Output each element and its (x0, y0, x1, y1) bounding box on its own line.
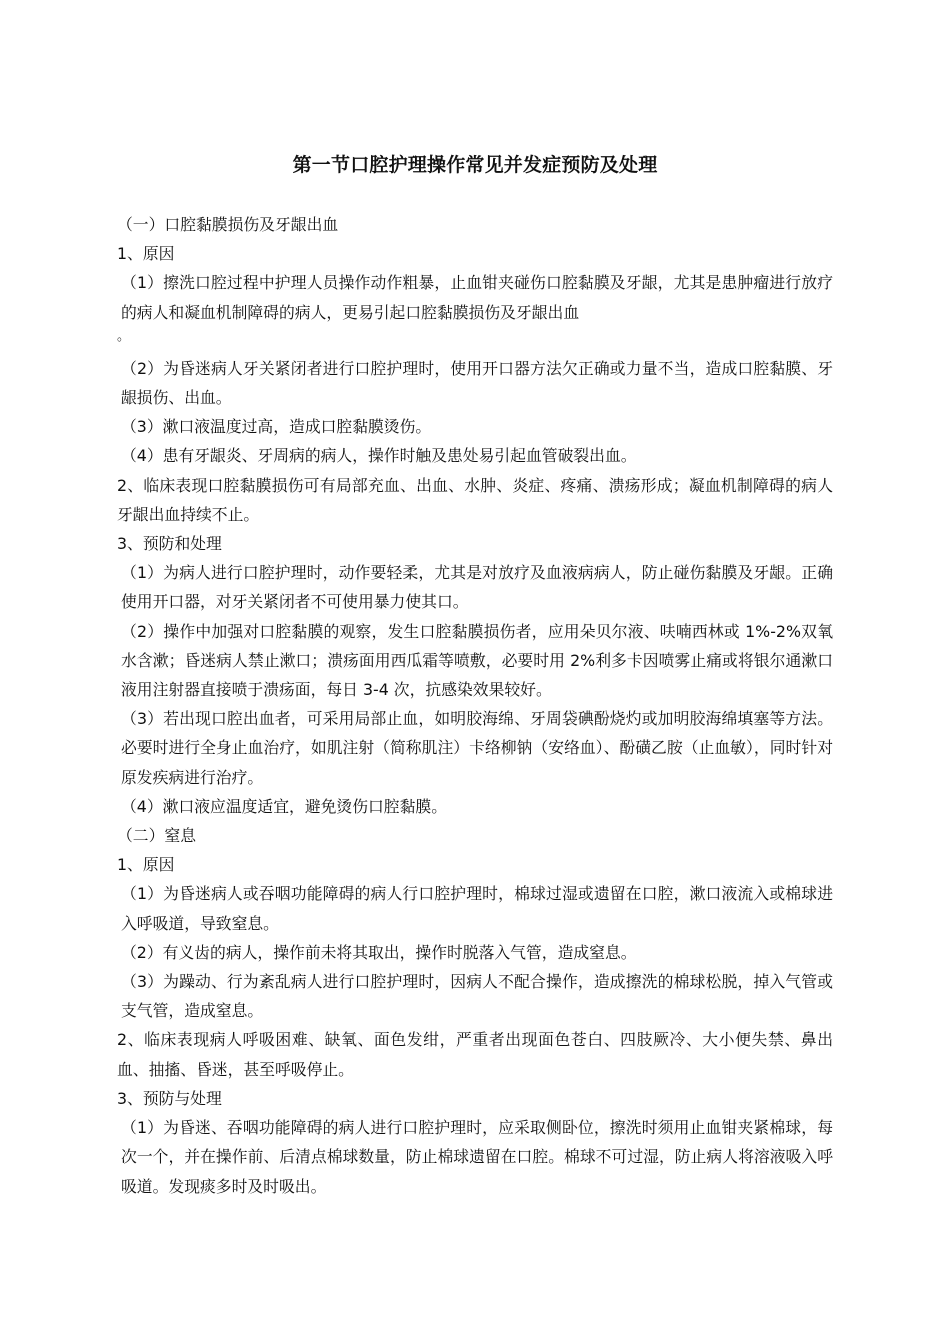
paragraph: （4）漱口液应温度适宜，避免烫伤口腔黏膜。 (121, 796, 447, 816)
paragraph: （1）为病人进行口腔护理时，动作要轻柔，尤其是对放疗及血液病病人，防止碰伤黏膜及牙龈。正确使用开口器，对牙关紧闭者不可使用暴力使其口。 (121, 563, 833, 612)
section-heading-1: （一）口腔黏膜损伤及牙龈出血 (117, 215, 339, 234)
paragraph: 2、临床表现病人呼吸困难、缺氧、面色发绀，严重者出现面色苍白、四肢厥冷、大小便失禁、鼻出血、抽搐、昏迷，甚至呼吸停止。 (117, 1030, 833, 1079)
subheading-prevention: 3、预防和处理 (117, 534, 222, 554)
paragraph: （1）为昏迷病人或吞咽功能障碍的病人行口腔护理时，棉球过湿或遗留在口腔，漱口液流入或棉球进入呼吸道，导致窒息。 (121, 884, 833, 933)
paragraph: （1）擦洗口腔过程中护理人员操作动作粗暴，止血钳夹碰伤口腔黏膜及牙龈，尤其是患肿瘤进行放疗的病人和凝血机制障碍的病人，更易引起口腔黏膜损伤及牙龈出血 (121, 273, 833, 322)
paragraph: （3）漱口液温度过高，造成口腔黏膜烫伤。 (121, 417, 432, 437)
paragraph: （4）患有牙龈炎、牙周病的病人，操作时触及患处易引起血管破裂出血。 (121, 446, 637, 466)
subheading-causes: 1、原因 (117, 855, 175, 875)
paragraph: （3）为躁动、行为紊乱病人进行口腔护理时，因病人不配合操作，造成擦洗的棉球松脱，掉入气管或支气管，造成窒息。 (121, 972, 833, 1021)
paragraph: 2、临床表现口腔黏膜损伤可有局部充血、出血、水肿、炎症、疼痛、溃疡形成；凝血机制障碍的病人牙龈出血持续不止。 (117, 475, 833, 524)
paragraph: （2）有义齿的病人，操作前未将其取出，操作时脱落入气管，造成窒息。 (121, 942, 637, 962)
section-heading-2: （二）窒息 (117, 826, 196, 846)
paragraph: 。 (117, 328, 131, 344)
paragraph: （2）为昏迷病人牙关紧闭者进行口腔护理时，使用开口器方法欠正确或力量不当，造成口腔黏膜、牙龈损伤、出血。 (121, 358, 833, 408)
paragraph: （2）操作中加强对口腔黏膜的观察，发生口腔黏膜损伤者，应用朵贝尔液、呋喃西林或 1%-2%双氧水含漱；昏迷病人禁止漱口；溃疡面用西瓜霜等喷敷，必要时用 2%利多卡因喷雾止痛或将银尔通漱口液用注射器直接喷于溃疡面，每日 3-4 次，抗感染效果较好。 (121, 621, 833, 700)
subheading-causes: 1、原因 (117, 244, 175, 264)
subheading-prevention: 3、预防与处理 (117, 1088, 222, 1108)
paragraph: （1）为昏迷、吞咽功能障碍的病人进行口腔护理时，应采取侧卧位，擦洗时须用止血钳夹紧棉球，每次一个，并在操作前、后清点棉球数量，防止棉球遗留在口腔。棉球不可过湿，防止病人将溶液吸入呼吸道。发现痰多时及时吸出。 (121, 1118, 833, 1196)
document-title: 第一节口腔护理操作常见并发症预防及处理 (292, 154, 658, 176)
document-body (117, 210, 833, 1201)
paragraph: （3）若出现口腔出血者，可采用局部止血，如明胶海绵、牙周袋碘酚烧灼或加明胶海绵填塞等方法。必要时进行全身止血治疗，如肌注射（简称肌注）卡络柳钠（安络血）、酚磺乙胺（止血敏），同时针对原发疾病进行治疗。 (121, 709, 833, 787)
